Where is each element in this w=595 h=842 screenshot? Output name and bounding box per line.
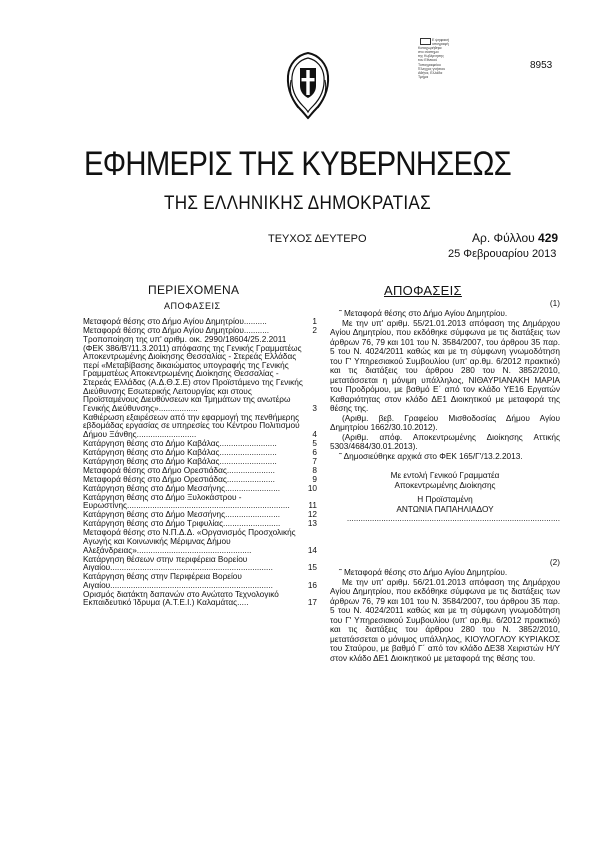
toc-item-number: 3 (312, 403, 317, 413)
decision-body: Με την υπ' αριθμ. 56/21.01.2013 απόφαση της Δημάρχου Αγίου Δημητρίου, που εκδόθηκε σύμφωνα με τις διατάξεις των άρθρων 76, 79 και 101 του Ν. 3584/2007, του άρθρου 35 παρ. 5 του Ν. 4024/2011 καθώς και με τη σύμφωνη γνωμοδότηση του Γ' Υπηρεσιακού Συμβουλίου (υπ' αρ.θμ. 6/2012 πρακτικό) και τις διατάξεις του άρθρου 280 του Ν. 3852/2010, μετατάσσεται ο μόνιμος υπάλληλος, ΚΙΟΥΛΟΓΛΟΥ ΚΥΡΙΑΚΟΣ του Σταύρου, με βαθμό Γ΄ από τον κλάδο ΔΕ38 Χειριστών Η/Υ στον κλάδο ΔΕ1 Διοικητικού με μεταφορά της θέσης του. (330, 577, 560, 663)
toc-item-text: Κατάργηση θέσης στο Δήμο Ξυλοκάστρου - Ευρωστίνης....................................................................... (83, 492, 290, 511)
page-number: 8953 (530, 60, 553, 71)
signature-name: ΑΝΤΩΝΙΑ ΠΑΠΑΗΛΙΑΔΟΥ (396, 504, 494, 514)
toc-item-text: Κατάργηση θέσης στο Δήμο Καβάλας......................... (83, 447, 277, 457)
toc-item-number: 6 (312, 447, 317, 457)
toc-item-text: Κατάργηση θέσης στην Περιφέρεια Βορείου Αιγαίου....................................................................... (83, 572, 273, 590)
toc-item (83, 414, 317, 440)
toc-item-number: 1 (312, 317, 317, 326)
toc-item-number: 12 (307, 510, 317, 520)
decision-heading-text: Μεταφορά θέσης στο Δήμο Αγίου Δημητρίου. (344, 309, 508, 318)
toc-item-text: Τροποποίηση της υπ' αριθμ. οικ. 2990/18604/25.2.2011 (ΦΕΚ 386/Β'/11.3.2011) απόφασης της Γενικής Γραμματέως Αποκεντρωμένης Διοίκησης Θεσσαλίας - Στερεάς Ελλάδας περί «Μεταβίβασης δικαιώματος υπογραφής της Γενικής Γραμματέως Αποκεντρωμένης Διοίκησης Θεσσαλίας - Στερεάς Ελλάδας (Α.Δ.Θ.Σ.Ε) στον Προϊστάμενο της Γενικής Διεύθυνσης Εσωτερικής Λειτουργίας και στους Προϊσταμένους Διευθύνσεων και Τμημάτων της ανωτέρω Γενικής Διεύθυνσης»................. (83, 334, 303, 413)
toc-item-number: 14 (307, 545, 317, 555)
toc-item-text: Κατάργηση θέσης στο Δήμο Μεσσήνης........................ (83, 483, 281, 493)
gazette-subtitle: ΤΗΣ ΕΛΛΗΝΙΚΗΣ ΔΗΜΟΚΡΑΤΙΑΣ (164, 193, 431, 214)
toc-item-text: Μεταφορά θέσης στο Δήμο Αγίου Δημητρίου........... (83, 325, 270, 335)
decision-number: (2) (549, 558, 560, 567)
toc-item-number: 13 (307, 519, 317, 529)
stamp-line: Τμήμα (418, 74, 429, 79)
decision-note: ˜ Δημοσιεύθηκε αρχικά στο ΦΕΚ 165/Γ'/13.2.2013. (339, 451, 523, 461)
decision-note: (Αριθμ. απόφ. Αποκεντρωμένης Διοίκησης Αττικής 5303/4684/30.01.2013). (330, 432, 560, 451)
toc-item-number: 15 (307, 563, 317, 573)
stamp-line: της Κυβέρνησης (418, 54, 444, 59)
toc-item-number: 2 (312, 325, 317, 335)
toc-item (83, 336, 317, 413)
toc-item (83, 494, 317, 511)
digital-signature-stamp (418, 38, 474, 79)
decision-2 (330, 558, 560, 663)
toc-item-number: 5 (312, 438, 317, 448)
toc-item-text: Κατάργηση θέσεων στην περιφέρεια Βορείου Αιγαίου....................................................................... (83, 554, 273, 573)
stamp-line: του Εθνικού (418, 58, 438, 63)
stamp-line: Ε ψηφιακή (432, 38, 449, 42)
toc-item-text: Μεταφορά θέσης στο Δήμο Ορεστιάδας..................... (83, 474, 275, 484)
toc-item-number: 9 (312, 474, 317, 484)
toc-item-text: Μεταφορά θέσης στο Δήμο Ορεστιάδας..................... (83, 465, 275, 475)
sheet-number (472, 231, 558, 245)
decisions-title: ΑΠΟΦΑΣΕΙΣ (384, 283, 462, 298)
publication-date: 25 Φεβρουαρίου 2013 (448, 248, 557, 260)
toc-item (83, 529, 317, 555)
greek-coat-of-arms-emblem (283, 50, 333, 120)
toc-item-text: Κατάργηση θέσης στο Δήμο Μεσσήνης........................ (83, 510, 281, 520)
toc-item-number: 16 (307, 580, 317, 590)
toc-item (83, 591, 317, 608)
toc-item-text: Κατάργηση θέσης στο Δήμο Καβάλας......................... (83, 456, 277, 466)
toc-title: ΠΕΡΙΕΧΟΜΕΝΑ (148, 283, 240, 297)
stamp-line: Καταχωρήθηκε (418, 46, 442, 51)
decision-body: Με την υπ' αριθμ. 55/21.01.2013 απόφαση της Δημάρχου Αγίου Δημητρίου, που εκδόθηκε σύμφωνα με τις διατάξεις των άρθρων 76, 79 και 101 του Ν. 3584/2007, του άρθρου 35 παρ. 5 του Ν. 4024/2011 καθώς και με τη σύμφωνη γνωμοδότηση του Γ' Υπηρεσιακού Συμβουλίου (υπ' αρ.θμ. 6/2012 πρακτικό) και τις διατάξεις του άρθρου 280 του Ν. 3852/2010, μετατάσσεται η μόνιμη υπάλληλος, ΝΙΘΑΥΡΙΑΝΑΚΗ ΜΑΡΙΑ του Προδρόμου, με βαθμό Ε΄ από τον κλάδο ΥΕ16 Εργατών Καθαριότητας στον κλάδο ΔΕ1 Διοικητικού με μεταφορά της θέσης της. (330, 318, 560, 413)
toc-item-text: Καθιέρωση εξαιρέσεων από την εφαρμογή της πενθήμερης εβδομάδας εργασίας σε υπηρεσίες του Κέντρου Πολιτισμού Δήμου Ξάνθης.......................... (83, 412, 300, 439)
decision-note: (Αριθμ. βεβ. Γραφείου Μισθοδοσίας Δήμου Αγίου Δημητρίου 1662/30.10.2012). (330, 413, 560, 432)
issue-type: ΤΕΥΧΟΣ ΔΕΥΤΕΡΟ (268, 233, 367, 245)
table-of-contents (83, 318, 317, 608)
signature-line: Με εντολή Γενικού Γραμματέα (390, 471, 500, 480)
stamp-line: στο σύστημα (418, 50, 439, 55)
toc-item-number: 7 (312, 456, 317, 466)
signature-line: Η Προϊσταμένη (417, 495, 473, 504)
sheet-prefix: Αρ. Φύλλου (472, 231, 535, 245)
toc-item-text: Μεταφορά θέσης στο Δήμο Αγίου Δημητρίου.......... (83, 317, 267, 326)
sheet-number-value: 429 (538, 231, 559, 245)
toc-item (83, 573, 317, 590)
toc-item-text: Κατάργηση θέσης στο Δήμο Τριφυλίας......................... (83, 519, 281, 529)
stamp-line: Τυπογραφείου (418, 62, 441, 67)
decision-1 (330, 299, 560, 524)
toc-item (83, 556, 317, 573)
toc-item-number: 17 (307, 598, 317, 608)
toc-item-number: 11 (308, 501, 317, 511)
decision-note-text: Δημοσιεύθηκε αρχικά στο ΦΕΚ 165/Γ'/13.2.2013. (343, 451, 523, 461)
toc-subtitle: ΑΠΟΦΑΣΕΙΣ (164, 301, 221, 311)
toc-item-number: 8 (312, 465, 317, 475)
decision-heading: ˜ Μεταφορά θέσης στο Δήμο Αγίου Δημητρίου. (339, 568, 508, 577)
stamp-line: Έλεγχος γνήσιου (418, 66, 446, 71)
separator-dots: ............................................................................................. (346, 514, 560, 523)
toc-item-number: 10 (307, 483, 317, 493)
toc-item-text: Κατάργηση θέσης στο Δήμο Καβάλας......................... (83, 438, 277, 448)
toc-item-text: Μεταφορά θέσης στο Ν.Π.Δ.Δ. «Οργανισμός Προσχολικής Αγωγής και Κοινωνικής Μέριμνας Δήμου Αλεξάνδρειας».................................................. (83, 528, 296, 555)
decision-heading: ˜ Μεταφορά θέσης στο Δήμο Αγίου Δημητρίου. (339, 309, 508, 318)
stamp-line: Αθήνα, Ελλάδα (418, 70, 443, 75)
signature-line: Αποκεντρωμένης Διοίκησης (394, 480, 496, 490)
toc-item-text: Ορισμός διατάκτη δαπανών στο Ανώτατο Τεχνολογικό Εκπαιδευτικό Ίδρυμα (Α.Τ.Ε.Ι.) Καλαμάτας..... (83, 589, 279, 608)
toc-item-number: 4 (312, 429, 317, 439)
decision-number: (1) (549, 299, 560, 308)
gazette-title: ΕΦΗΜΕΡΙΣ ΤΗΣ ΚΥΒΕΡΝΗΣΕΩΣ (83, 145, 512, 183)
stamp-line: υπογραφή (432, 42, 449, 47)
decision-heading-text: Μεταφορά θέσης στο Δήμο Αγίου Δημητρίου. (344, 568, 508, 577)
